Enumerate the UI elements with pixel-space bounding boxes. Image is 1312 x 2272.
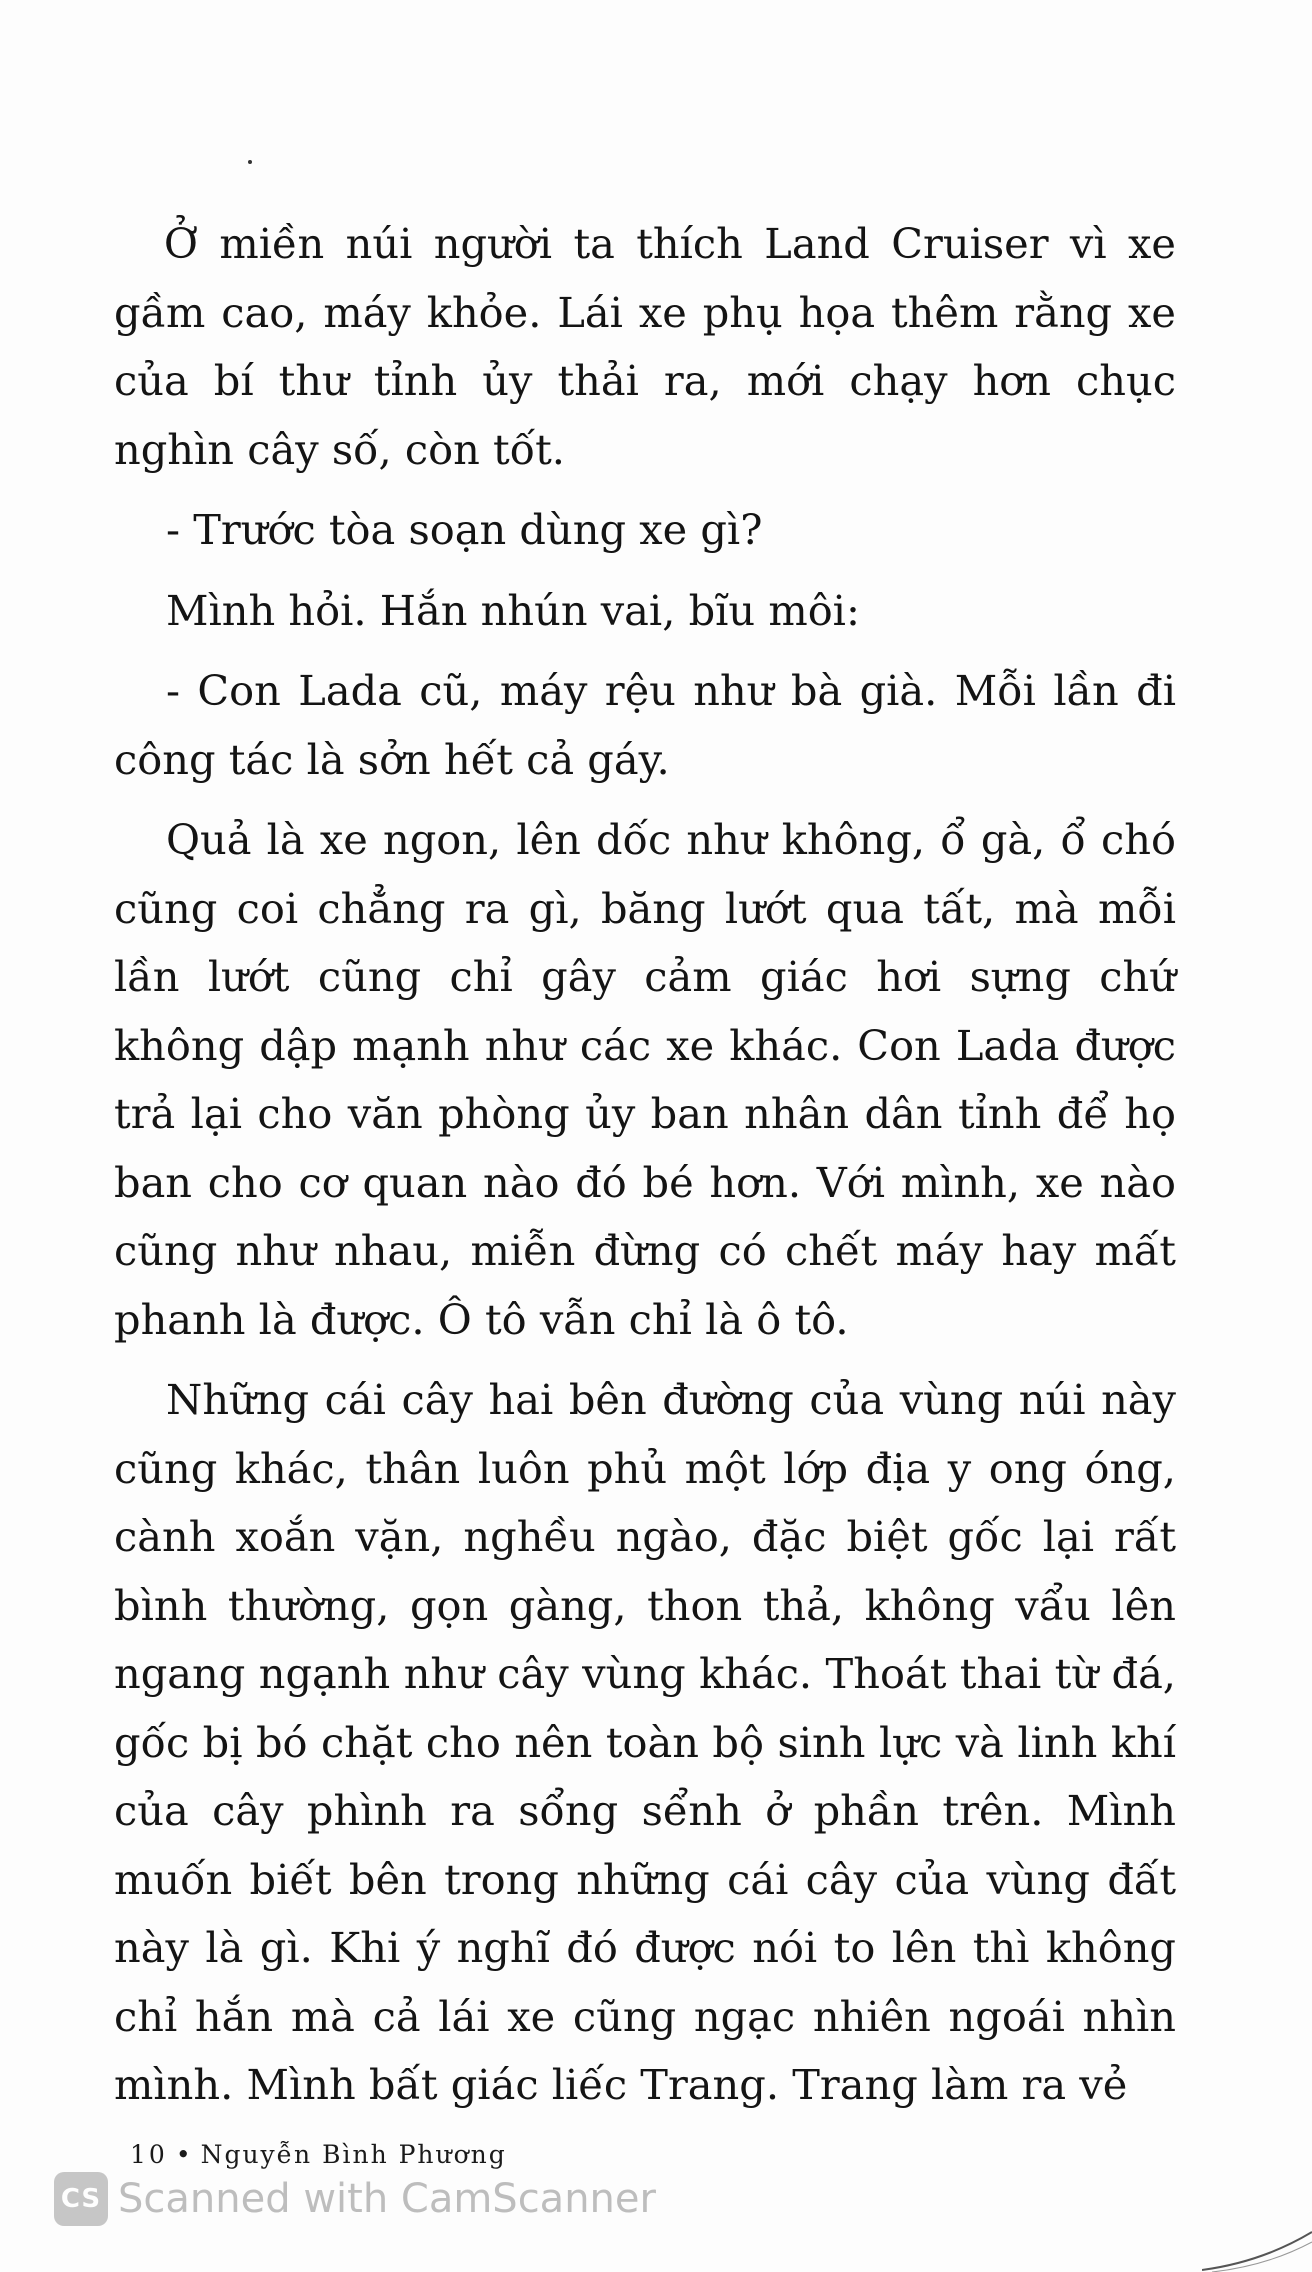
paragraph: Những cái cây hai bên đường của vùng núi này cũng khác, thân luôn phủ một lớp địa y ong óng, cành xoắn vặn, nghều ngào, đặc biệt gốc lại rất bình thường, gọn gàng, thon thả, không vẩu lên ngang ngạnh như cây vùng khác. Thoát thai từ đá, gốc bị bó chặt cho nên toàn bộ sinh lực và linh khí của cây phình ra sổng sểnh ở phần trên. Mình muốn biết bên trong những cái cây của vùng đất này là gì. Khi ý nghĩ đó được nói to lên thì không chỉ hắn mà cả lái xe cũng ngạc nhiên ngoái nhìn mình. Mình bất giác liếc Trang. Trang làm ra vẻ [114,1375,1176,2109]
page-number: 10 [130,2140,168,2169]
footer-bullet: • [175,2140,193,2169]
watermark-text: Scanned with CamScanner [118,2176,656,2222]
camscanner-logo-icon: CS [54,2172,108,2226]
paragraph: - Con Lada cũ, máy rệu như bà già. Mỗi lần đi công tác là sởn hết cả gáy. [114,666,1176,784]
paragraph: Quả là xe ngon, lên dốc như không, ổ gà, ổ chó cũng coi chẳng ra gì, băng lướt qua tất, mà mỗi lần lướt cũng chỉ gây cảm giác hơi sựng chứ không dập mạnh như các xe khác. Con Lada được trả lại cho văn phòng ủy ban nhân dân tỉnh để họ ban cho cơ quan nào đó bé hơn. Với mình, xe nào cũng như nhau, miễn đừng có chết máy hay mất phanh là được. Ô tô vẫn chỉ là ô tô. [114,815,1176,1344]
body-text [114,210,1176,2132]
camscanner-watermark [54,2172,656,2226]
paragraph: - Trước tòa soạn dùng xe gì? [166,505,763,554]
page-edge-curl [1202,2212,1312,2272]
speck-mark [248,160,252,164]
footer-author: Nguyễn Bình Phương [200,2140,507,2169]
paragraph: Mình hỏi. Hắn nhún vai, bĩu môi: [166,585,860,635]
paragraph: Ở miền núi người ta thích Land Cruiser vì xe gầm cao, máy khỏe. Lái xe phụ họa thêm rằng xe của bí thư tỉnh ủy thải ra, mới chạy hơn chục nghìn cây số, còn tốt. [114,219,1176,474]
page-footer [130,2140,507,2169]
